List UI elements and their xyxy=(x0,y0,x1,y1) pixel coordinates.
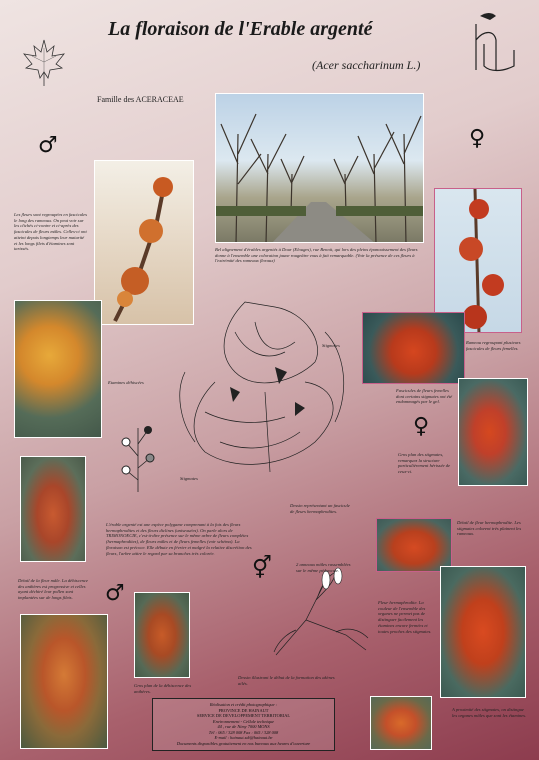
family-name: Famille des ACERACEAE xyxy=(97,95,184,104)
male-detail-photo xyxy=(20,456,86,562)
female-branch-caption: Rameau regroupant plusieurs fascicules de fleurs femelles. xyxy=(466,340,521,351)
polygamy-paragraph: L'érable argenté est une espèce polygame comprenant à la fois des fleurs hermaphrodites et des fleurs diclines (unisexuées). On parle alors de TRIMONOECIE, c'est-à-dire présence sur le même arbre de fleurs complètes (hermaphrodites), de fleurs mâles et de fleurs femelles (voir schéma). La floraison est précoce. Elle débute en février et malgré la relative discrétion des fleurs, l'arbre attire le regard par sa branches très colorée. xyxy=(106,522,252,556)
credit-line: E-mail : hainaut.sdt@hainaut.be xyxy=(214,735,273,740)
anthers-closeup-caption: Gros plan de la déhiscence des anthères. xyxy=(134,683,192,694)
anther-flowers-photo xyxy=(14,300,102,438)
female-symbol-icon: ♀ xyxy=(469,126,486,151)
maple-leaf-icon xyxy=(20,38,68,88)
stigmas-photo xyxy=(362,312,465,384)
male-detail-caption: Détail de la fleur mâle. La déhiscence des anthères est progressive et celles ayant déchiré leur pollen sont implantées sur de longs filets. xyxy=(18,578,89,601)
herma-flower-photo xyxy=(440,566,526,698)
hermaphrodite-symbol-icon: ⚥ xyxy=(252,556,272,581)
poster-title: La floraison de l'Erable argenté xyxy=(108,18,373,40)
credit-line: SERVICE DE DEVELOPPEMENT TERRITORIAL xyxy=(196,713,291,718)
herma-detail-caption: Détail de fleur hermaphrodite. Les stigmates colorent très plainent les rameaux. xyxy=(457,520,522,537)
credit-line: 44 , rue de Nimy 7000 MONS xyxy=(217,724,270,729)
male-symbol-icon: ♂ xyxy=(105,581,125,606)
stigmas-closeup-photo xyxy=(370,696,432,750)
avenue-caption: Bel alignement d'érables argentés à Dour (Elouges), rue Benoit, qui lors des pleins épanouissement des fleurs donne à l'ensemble une coloration jaune rougeâtre vous à fait remarquable. (Voir la présence de ces fleurs à l'extrémité des rameaux floraux) xyxy=(215,247,418,264)
herma-drawing-caption: Dessin représentant un fascicule de fleurs hermaphrodites. xyxy=(290,503,350,514)
polygamy-schema-drawing xyxy=(118,424,158,494)
herma-flower-caption: Fleur hermaphrodite. La couleur de l'ensemble des organes ne permet pas de distinguer facilement les étamines encore fermées et toutes proches des stigmates. xyxy=(378,600,432,634)
samara-drawing-caption: Dessin illustrant le début de la formation des akènes ailés. xyxy=(238,675,335,686)
stigmates-label-bottom: Stigmates xyxy=(180,476,198,481)
credit-line: Réalisation et crédit photographique : xyxy=(209,702,278,707)
herma-detail-photo xyxy=(376,518,452,572)
credit-line: Documents disponibles gratuitement en nos bureaux aux heures d'ouverture xyxy=(176,740,311,746)
male-flower-closeup-photo xyxy=(20,614,108,749)
two-stamens-caption: 2 anneaux mâles rassemblées sur le même pédoncule. xyxy=(296,562,351,573)
credit-line: Tél : 065 / 328 008 Fax : 065 / 328 008 xyxy=(208,729,279,735)
samara-drawing xyxy=(256,560,376,670)
province-logo-icon xyxy=(470,10,522,76)
male-flowers-caption: Les fleurs sont regroupées en fascicules le long des rameaux. On peut voir sur les clichés ci-contre et ci-après des fascicules de fleurs mâles. Celles-ci ont atteint depuis longtemps leur maturité et les longs filets d'étamines sont tarissés. xyxy=(14,212,88,252)
male-symbol-icon: ♂ xyxy=(38,133,58,158)
flower-cluster-drawing xyxy=(175,292,365,492)
credit-box xyxy=(152,698,335,751)
anthers-label: Etamines déhiscées xyxy=(108,380,144,385)
credit-line: PROVINCE DE HAINAUT xyxy=(218,707,269,713)
female-symbol-icon: ♀ xyxy=(413,414,430,439)
latin-name: (Acer saccharinum L.) xyxy=(312,58,421,72)
credit-line: Environnement - Cellule technique xyxy=(212,718,275,724)
female-stigmas-caption: Fascicules de fleurs femelles dont certains stigmates ont été endommagés par le gel. xyxy=(396,388,453,405)
female-closeup-caption: Gros plan des stigmates, remarquez la structure particulièrement hérissée de ceux-ci. xyxy=(398,452,451,475)
anthers-closeup-photo xyxy=(134,592,190,678)
stigmates-label-top: Stigmates xyxy=(322,343,340,348)
avenue-photo xyxy=(215,93,424,243)
female-closeup-photo xyxy=(458,378,528,486)
stigmas-closeup-caption: A proximité des stigmates, on distingue les organes mâles que sont les étamines. xyxy=(452,707,527,718)
